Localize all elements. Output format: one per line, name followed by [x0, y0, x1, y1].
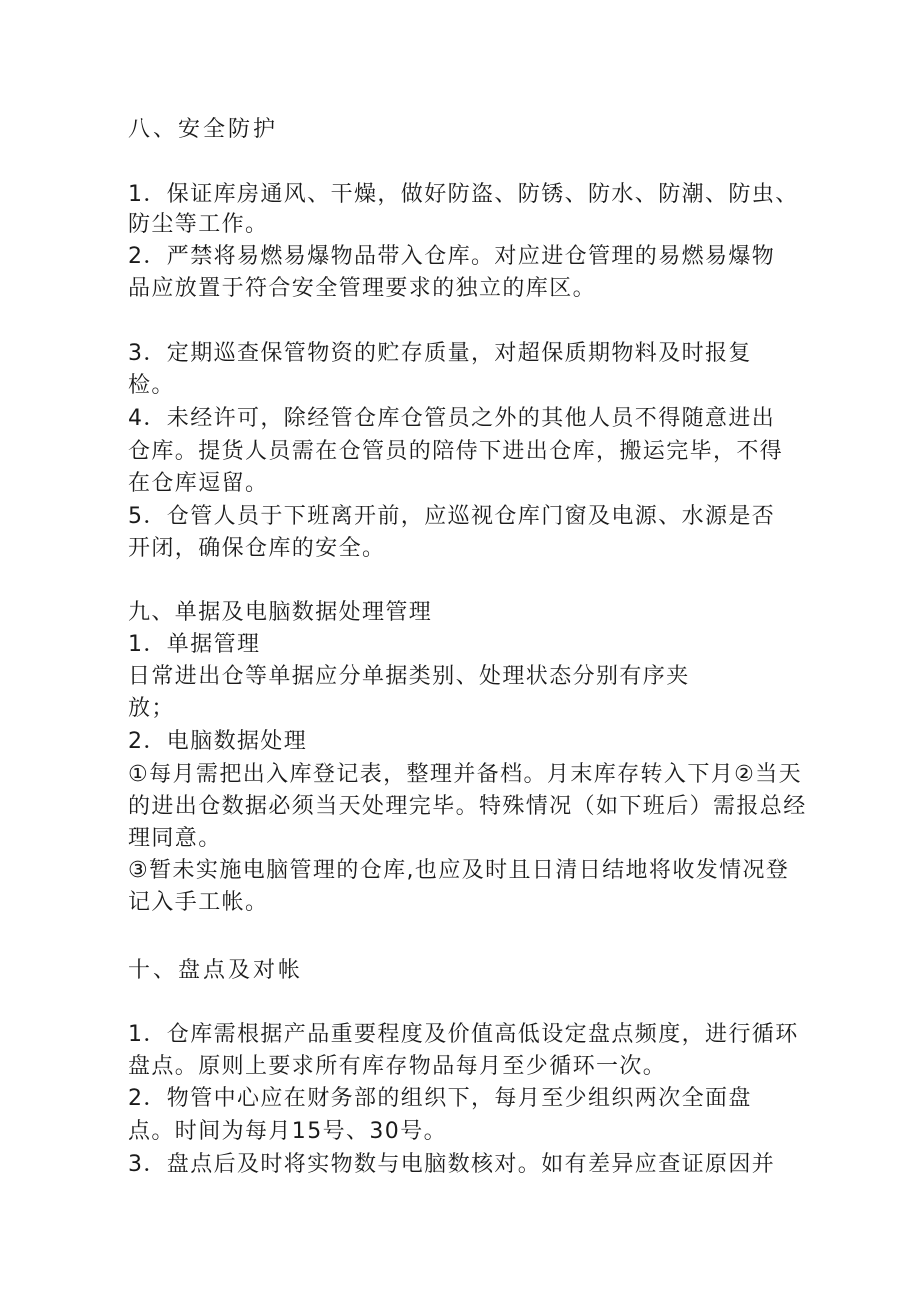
section-8-item-4-line-2: 仓库。提货人员需在仓管员的陪侍下进出仓库，搬运完毕，不得 — [128, 439, 784, 464]
section-8-item-3-line-2: 检。 — [128, 373, 175, 398]
section-10-item-1-line-1: 1．仓库需根据产品重要程度及价值高低设定盘点频度，进行循环 — [128, 1022, 799, 1047]
section-8-title: 八、安全防护 — [128, 117, 279, 142]
section-9-sub-1-line-2: 放； — [128, 696, 175, 721]
section-9-title: 九、单据及电脑数据处理管理 — [128, 600, 433, 625]
section-10-item-3-line-1: 3．盘点后及时将实物数与电脑数核对。如有差异应查证原因并 — [128, 1152, 776, 1177]
section-9-sub-2-line-3: 理同意。 — [128, 826, 222, 851]
section-8-item-4-line-3: 在仓库逗留。 — [128, 471, 269, 496]
section-9-sub-2-line-2: 的进出仓数据必须当天处理完毕。特殊情况（如下班后）需报总经 — [128, 794, 807, 819]
section-9-sub-1-title: 1．单据管理 — [128, 632, 261, 657]
section-8-item-4-line-1: 4．未经许可，除经管仓库仓管员之外的其他人员不得随意进出 — [128, 406, 776, 431]
section-10-item-2-line-2: 点。时间为每月15号、30号。 — [128, 1119, 447, 1144]
section-10-item-1-line-2: 盘点。原则上要求所有库存物品每月至少循环一次。 — [128, 1054, 667, 1079]
section-9-sub-3-line-1: ③暂未实施电脑管理的仓库,也应及时且日清日结地将收发情况登 — [128, 858, 790, 883]
section-8-item-5-line-2: 开闭，确保仓库的安全。 — [128, 536, 386, 561]
section-9-sub-3-line-2: 记入手工帐。 — [128, 890, 269, 915]
section-8-item-1-line-1: 1．保证库房通风、干燥，做好防盗、防锈、防水、防潮、防虫、 — [128, 182, 799, 207]
section-8-item-2-line-1: 2．严禁将易燃易爆物品带入仓库。对应进仓管理的易燃易爆物 — [128, 244, 776, 269]
section-10-title: 十、盘点及对帐 — [128, 958, 304, 983]
section-9-sub-2-title: 2．电脑数据处理 — [128, 729, 308, 754]
section-8-item-1-line-2: 防尘等工作。 — [128, 212, 269, 237]
section-9-sub-1-line-1: 日常进出仓等单据应分单据类别、处理状态分别有序夹 — [128, 664, 690, 689]
section-8-item-2-line-2: 品应放置于符合安全管理要求的独立的库区。 — [128, 276, 597, 301]
section-10-item-2-line-1: 2．物管中心应在财务部的组织下，每月至少组织两次全面盘 — [128, 1086, 752, 1111]
section-8-item-5-line-1: 5．仓管人员于下班离开前，应巡视仓库门窗及电源、水源是否 — [128, 504, 776, 529]
section-9-sub-2-line-1: ①每月需把出入库登记表，整理并备档。月末库存转入下月②当天 — [128, 762, 803, 787]
section-8-item-3-line-1: 3．定期巡查保管物资的贮存质量，对超保质期物料及时报复 — [128, 341, 752, 366]
